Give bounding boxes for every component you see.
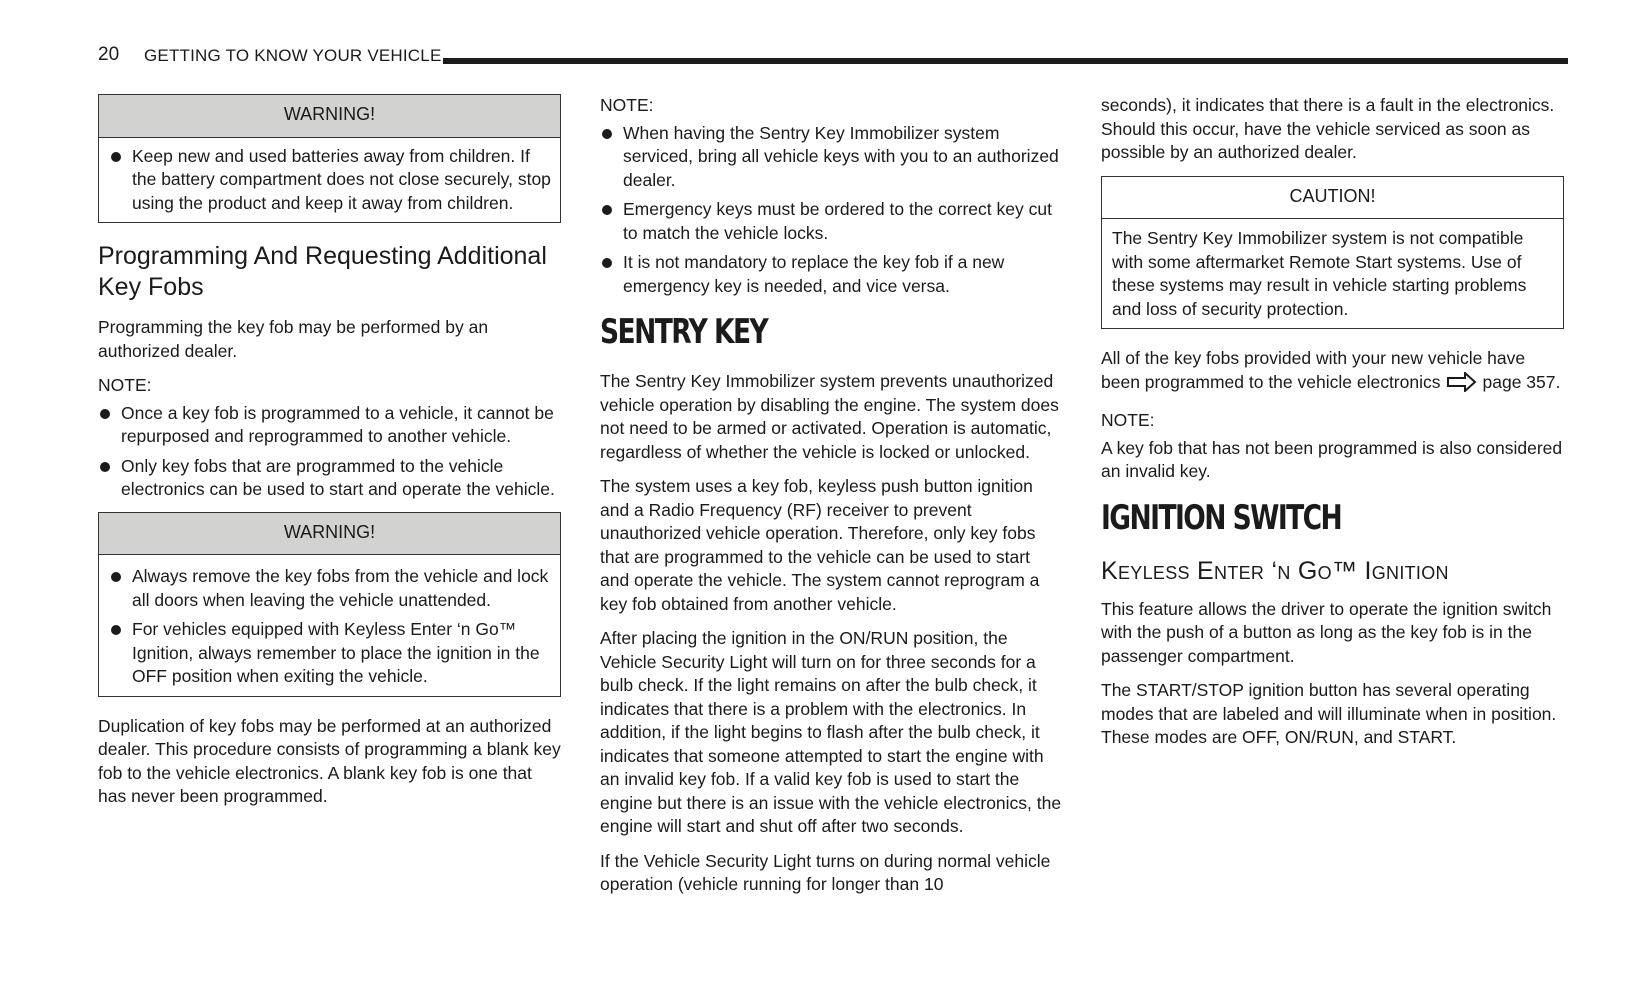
paragraph: This feature allows the driver to operate the ignition switch with the push of a button as long as the key fob is in the passenger compartment. <box>1101 598 1552 666</box>
note-list <box>98 402 561 502</box>
heading-sentry-key: SENTRY KEY <box>600 312 768 352</box>
note-item: It is not mandatory to replace the key fob if a new emergency key is needed, and vice versa. <box>600 251 1063 298</box>
paragraph-key-fobs-programmed <box>1101 347 1564 398</box>
warning-item: Keep new and used batteries away from children. If the battery compartment does not close securely, stop using the product and keep it away from children. <box>109 145 552 216</box>
paragraph: The START/STOP ignition button has several operating modes that are labeled and will illuminate when in position. These modes are OFF, ON/RUN, and START. <box>1101 680 1557 747</box>
header-rule <box>443 58 1568 64</box>
note-label: NOTE: <box>98 375 152 395</box>
heading-ignition-switch: IGNITION SWITCH <box>1101 497 1342 538</box>
page-header <box>98 44 1568 68</box>
column-middle <box>600 94 1063 908</box>
note-label: NOTE: <box>1101 410 1155 430</box>
warning-title: WARNING! <box>99 513 560 556</box>
paragraph: After placing the ignition in the ON/RUN position, the Vehicle Security Light will turn on for three seconds for a bulb check. If the light remains on after the bulb check, it indicates that there is a problem with the electronics. In addition, if the light begins to flash after the bulb check, it indicates that someone attempted to start the engine with an invalid key fob. If a valid key fob is used to start the engine but there is an issue with the vehicle electronics, the engine will start and shut off after two seconds. <box>600 628 1062 836</box>
cross-reference-arrow-icon <box>1447 372 1477 399</box>
paragraph: Programming the key fob may be performed by an authorized dealer. <box>98 317 489 361</box>
column-right <box>1101 94 1564 761</box>
note-item: Emergency keys must be ordered to the correct key cut to match the vehicle locks. <box>600 198 1063 245</box>
note-item: Once a key fob is programmed to a vehicle, it cannot be repurposed and reprogrammed to another vehicle. <box>98 402 561 449</box>
paragraph: The Sentry Key Immobilizer system prevents unauthorized vehicle operation by disabling the engine. The system does not need to be armed or activated. Operation is automatic, regardless of whether the vehicle is locked or unlocked. <box>600 371 1059 462</box>
paragraph: If the Vehicle Security Light turns on during normal vehicle operation (vehicle running for longer than 10 <box>600 850 1051 894</box>
section-title: GETTING TO KNOW YOUR VEHICLE <box>144 46 442 65</box>
caution-box <box>1101 176 1564 330</box>
page-number: 20 <box>98 44 120 65</box>
warning-item: Always remove the key fobs from the vehicle and lock all doors when leaving the vehicle unattended. <box>109 565 552 612</box>
warning-item: For vehicles equipped with Keyless Enter ‘n Go™ Ignition, always remember to place the ignition in the OFF position when exiting the vehicle. <box>109 618 552 689</box>
subheading-keyless-enter-n-go: Keyless Enter ‘n Go™ Ignition <box>1101 556 1449 585</box>
note-label: NOTE: <box>600 95 654 115</box>
heading-programming-key-fobs: Programming And Requesting Additional Key Fobs <box>98 242 547 301</box>
warning-box-batteries <box>98 94 561 223</box>
warning-title: WARNING! <box>99 95 560 138</box>
paragraph: The system uses a key fob, keyless push button ignition and a Radio Frequency (RF) receiver to prevent unauthorized vehicle operation. Therefore, only key fobs that are programmed to the vehicle can be used to start and operate the vehicle. The system cannot reprogram a key fob obtained from another vehicle. <box>600 476 1040 614</box>
caution-title: CAUTION! <box>1102 177 1563 220</box>
note-text: A key fob that has not been programmed is also considered an invalid key. <box>1101 437 1563 481</box>
note-item: Only key fobs that are programmed to the vehicle electronics can be used to start and operate the vehicle. <box>98 455 561 502</box>
column-left <box>98 94 561 820</box>
paragraph-text: All of the key fobs provided with your new vehicle have been programmed to the vehicle electronics <box>1101 348 1526 392</box>
caution-text: The Sentry Key Immobilizer system is not compatible with some aftermarket Remote Start systems. Use of these systems may result in vehicle starting problems and loss of security protection. <box>1112 228 1527 319</box>
paragraph: seconds), it indicates that there is a fault in the electronics. Should this occur, have the vehicle serviced as soon as possible by an authorized dealer. <box>1101 95 1555 162</box>
page-reference: page 357. <box>1482 371 1561 392</box>
note-list <box>600 122 1063 299</box>
paragraph: Duplication of key fobs may be performed at an authorized dealer. This procedure consists of programming a blank key fob to the vehicle electronics. A blank key fob is one that has never been programmed. <box>98 715 561 806</box>
note-item: When having the Sentry Key Immobilizer system serviced, bring all vehicle keys with you to an authorized dealer. <box>600 122 1063 193</box>
warning-box-key-fobs <box>98 512 561 697</box>
